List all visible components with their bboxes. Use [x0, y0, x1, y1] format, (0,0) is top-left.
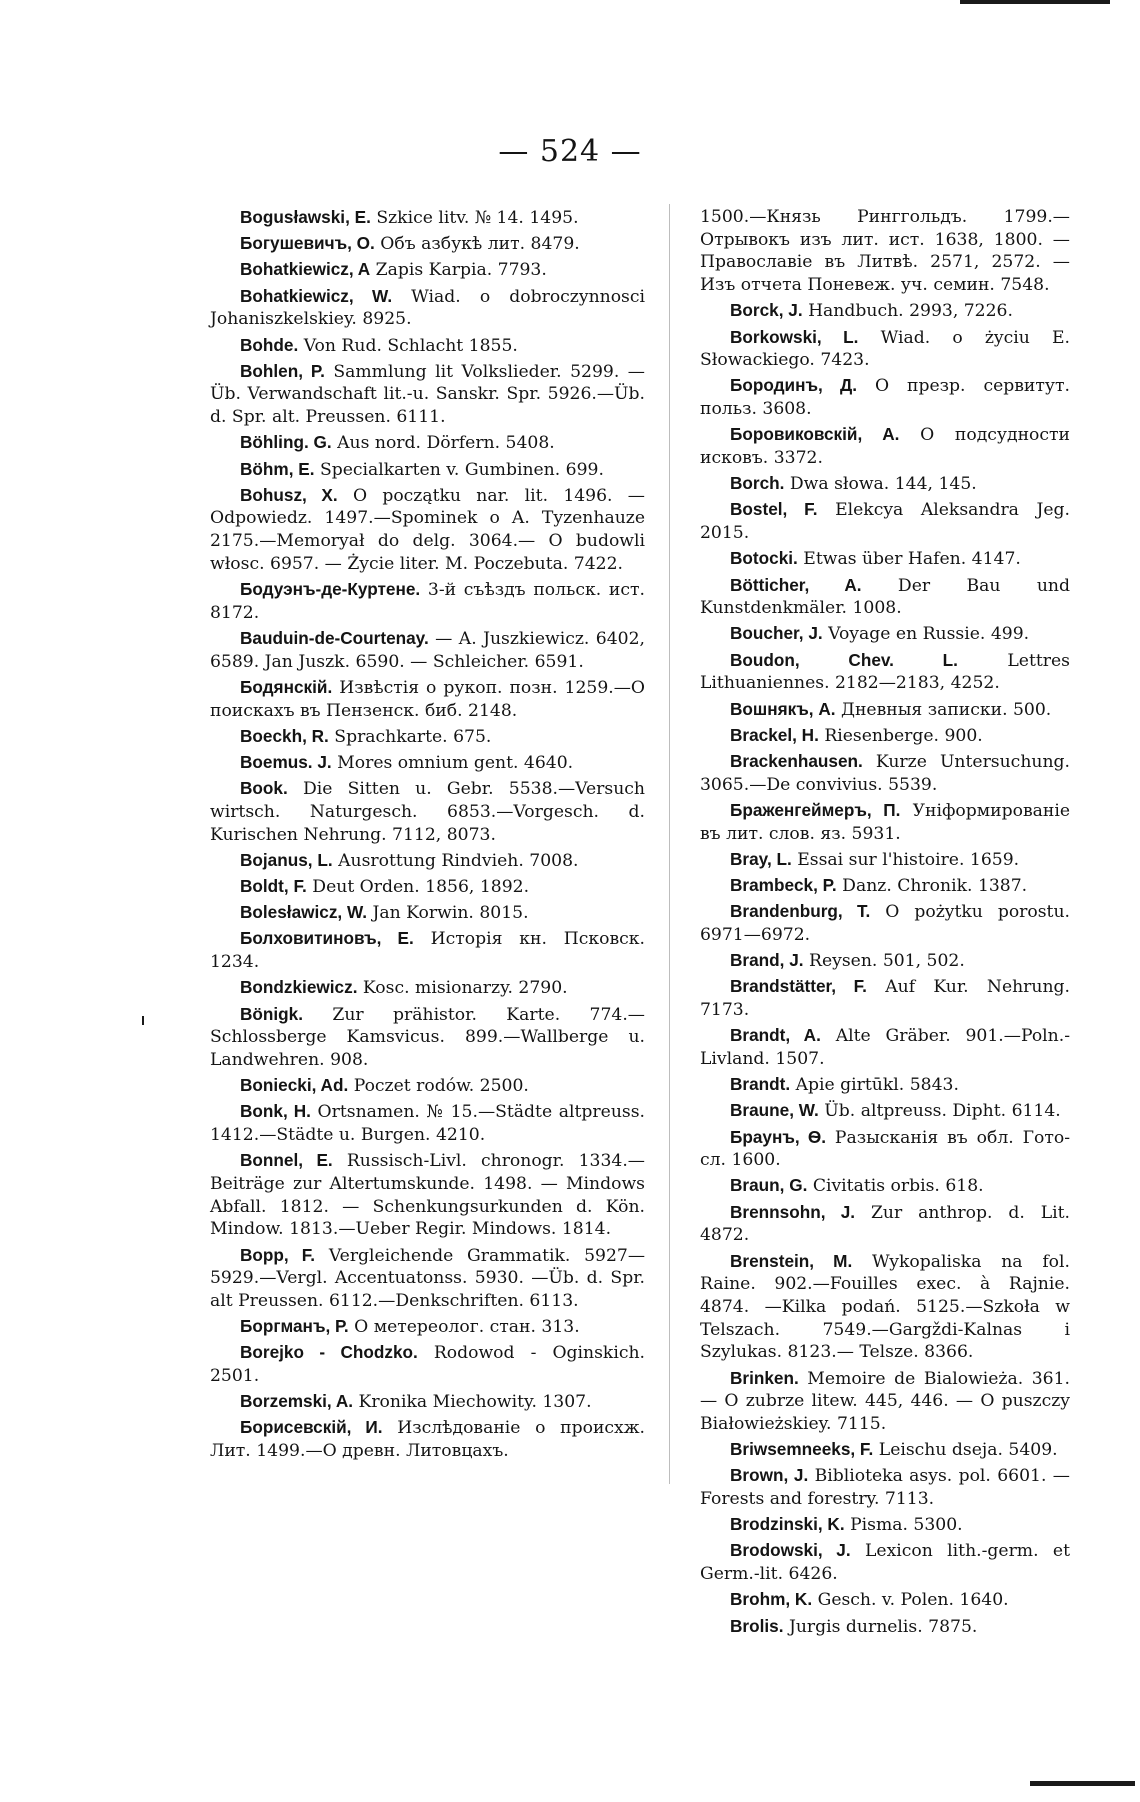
- index-entry: [210, 927, 645, 973]
- index-entry: [210, 232, 645, 256]
- entry-author: Boudon, Chev. L.: [730, 649, 958, 670]
- entry-works: Szkice litv. № 14. 1495.: [370, 208, 579, 228]
- entry-works: Разысканія въ обл. Гото-сл. 1600.: [700, 1127, 1071, 1171]
- page-number: — 524 —: [498, 134, 642, 169]
- entry-works: Voyage en Russie. 499.: [822, 624, 1030, 645]
- entry-works: Wykopaliska na fol. Raine. 902.—Fouilles exec. à Rajnie. 4874. —Kilka podań. 5125.—Szkoła w Telszach. 7549.—Gargždi-Kalnas i Szylukas. 8123.— Telsze. 8366.: [700, 1251, 1070, 1363]
- index-entry: [700, 299, 1070, 323]
- column-divider: [669, 204, 670, 1484]
- index-entry: [700, 326, 1070, 372]
- entry-works: Mores omnium gent. 4640.: [331, 752, 574, 773]
- entry-author: Brodowski, J.: [730, 1540, 851, 1561]
- entry-works: Üb. altpreuss. Dipht. 6114.: [818, 1101, 1061, 1122]
- index-entry: [700, 1367, 1070, 1436]
- entry-author: Brandt, A.: [730, 1025, 821, 1046]
- entry-works: Исторія кн. Псковск. 1234.: [210, 929, 645, 973]
- entry-works: Leischu dseja. 5409.: [873, 1440, 1058, 1461]
- entry-works: Deut Orden. 1856, 1892.: [306, 876, 530, 897]
- entry-author: Braune, W.: [730, 1100, 819, 1121]
- index-entry: [700, 1073, 1070, 1097]
- entry-works: — A. Juszkiewicz. 6402, 6589. Jan Juszk. 6590. — Schleicher. 6591.: [210, 628, 645, 672]
- index-entry: [210, 1341, 645, 1387]
- entry-author: Bönigk.: [240, 1003, 304, 1024]
- entry-author: Brandt.: [730, 1074, 791, 1095]
- entry-author: Brand, J.: [730, 950, 804, 971]
- entry-works: Etwas über Hafen. 4147.: [797, 549, 1021, 570]
- entry-works: Объ азбукѣ лит. 8479.: [374, 234, 580, 255]
- index-entry: [210, 285, 645, 331]
- entry-works: Vergleichende Grammatik. 5927—5929.—Vergl. Accentuatonss. 5930. —Üb. d. Spr. alt Preussen. 6112.—Denkschriften. 6113.: [210, 1245, 646, 1311]
- entry-works: Ausrottung Rindvieh. 7008.: [332, 850, 579, 871]
- index-entry: [210, 627, 645, 673]
- entry-works: Zapis Karpia. 7793.: [370, 260, 547, 281]
- index-entry: [700, 874, 1070, 898]
- entry-author: Bray, L.: [730, 848, 792, 869]
- entry-author: Bohatkiewicz, A: [240, 259, 371, 280]
- entry-author: Бодуэнъ-де-Куртене.: [240, 579, 421, 600]
- entry-works: Handbuch. 2993, 7226.: [802, 301, 1013, 322]
- entry-author: Brodzinski, K.: [730, 1514, 845, 1535]
- index-entry: [700, 423, 1070, 469]
- index-entry: [210, 1074, 645, 1098]
- index-entry: [700, 1464, 1070, 1510]
- index-entry: [700, 1024, 1070, 1070]
- scan-mark-margin: [142, 1016, 144, 1025]
- entry-author: Brennsohn, J.: [730, 1201, 856, 1222]
- entry-works: Rodowod - Oginskich. 2501.: [210, 1343, 645, 1387]
- entry-works: Russisch-Livl. chronogr. 1334.—Beiträge zur Altertumskunde. 1498. — Mindows Abfall. 1812. — Schenkungsurkunden d. Kön. Mindow. 1813.—Ueber Regir. Mindows. 1814.: [210, 1151, 645, 1240]
- index-entry: [210, 901, 645, 925]
- index-entry: [700, 1201, 1070, 1247]
- index-entry: [700, 649, 1070, 695]
- entry-author: Bondzkiewicz.: [240, 977, 358, 998]
- index-entry: [700, 472, 1070, 496]
- entry-works: Уніформированіе въ лит. слов. яз. 5931.: [700, 800, 1070, 844]
- index-entry: [700, 750, 1070, 796]
- index-entry: [700, 1588, 1070, 1612]
- entry-works: О метереолог. стан. 313.: [348, 1317, 580, 1338]
- index-entry: [700, 1513, 1070, 1537]
- entry-author: Brown, J.: [730, 1465, 809, 1486]
- entry-author: Borkowski, L.: [730, 326, 859, 347]
- entry-author: Brenstein, M.: [730, 1250, 853, 1271]
- entry-author: Bogusławski, E.: [240, 207, 371, 227]
- entry-works: Zur anthrop. d. Lit. 4872.: [700, 1202, 1070, 1246]
- entry-author: Bohatkiewicz, W.: [240, 285, 393, 306]
- entry-works: Riesenberge. 900.: [818, 725, 983, 746]
- entry-author: Brandenburg, T.: [730, 901, 871, 922]
- entry-works: Извѣстія о рукоп. позн. 1259.—О поискахъ въ Пензенск. биб. 2148.: [210, 677, 645, 721]
- entry-author: Brandstätter, F.: [730, 976, 867, 997]
- entry-author: Браженгеймеръ, П.: [730, 799, 901, 820]
- entry-author: Boldt, F.: [240, 875, 307, 896]
- index-entry: [210, 725, 645, 749]
- index-entry: [700, 1099, 1070, 1123]
- entry-author: Boniecki, Ad.: [240, 1075, 349, 1096]
- entry-works: Civitatis orbis. 618.: [807, 1176, 984, 1197]
- entry-author: Bötticher, A.: [730, 574, 862, 595]
- index-entry: [700, 1615, 1070, 1639]
- entry-works: Jan Korwin. 8015.: [367, 903, 529, 924]
- entry-works: Essai sur l'histoire. 1659.: [791, 849, 1020, 870]
- index-entry: [700, 1174, 1070, 1198]
- entry-works: Sammlung lit Volkslieder. 5299. — Üb. Verwandschaft lit.-u. Sanskr. Spr. 5926.—Üb. d. Spr. alt. Preussen. 6111.: [210, 361, 645, 428]
- index-entry: [700, 206, 1070, 297]
- entry-author: Вошнякъ, А.: [730, 698, 836, 719]
- index-entry: [700, 574, 1070, 620]
- entry-works: Alte Gräber. 901.—Poln.-Livland. 1507.: [700, 1026, 1071, 1069]
- entry-author: Bauduin-de-Courtenay.: [240, 627, 429, 648]
- entry-works: Lexicon lith.-germ. et Germ.-lit. 6426.: [700, 1541, 1070, 1585]
- entry-works: Lettres Lithuaniennes. 2182—2183, 4252.: [700, 650, 1070, 694]
- entry-works: Ortsnamen. № 15.—Städte altpreuss. 1412.—Städte u. Burgen. 4210.: [210, 1102, 645, 1146]
- entry-author: Bohusz, X.: [240, 484, 338, 505]
- entry-works: Elekcya Aleksandra Jeg. 2015.: [700, 500, 1070, 544]
- scan-mark-top: [960, 0, 1110, 4]
- entry-works: Wiad. o życiu E. Słowackiego. 7423.: [700, 327, 1070, 371]
- entry-works: Изслѣдованіе о происхж. Лит. 1499.—О древн. Литовцахъ.: [210, 1418, 646, 1462]
- entry-works: Aus nord. Dörfern. 5408.: [331, 433, 555, 454]
- entry-works: Apie girtūkl. 5843.: [790, 1075, 959, 1096]
- entry-author: Bohlen, P.: [240, 360, 325, 381]
- entry-author: Bonnel, E.: [240, 1150, 333, 1171]
- entry-works: Danz. Chronik. 1387.: [836, 875, 1028, 896]
- entry-author: Borck, J.: [730, 300, 803, 321]
- index-entry: [210, 976, 645, 1000]
- entry-author: Brackel, H.: [730, 724, 819, 745]
- index-entry: [700, 1539, 1070, 1585]
- entry-author: Боровиковскій, А.: [730, 424, 900, 445]
- entry-works: Gesch. v. Polen. 1640.: [812, 1590, 1009, 1611]
- entry-works: Memoire de Bialowieża. 361. — O zubrze litew. 445, 446. — O puszczy Białowieżskiey. 7115.: [700, 1368, 1070, 1434]
- entry-author: Бородинъ, Д.: [730, 375, 858, 396]
- entry-works: Pisma. 5300.: [844, 1515, 963, 1536]
- index-entry: [700, 622, 1070, 646]
- entry-author: Borzemski, A.: [240, 1391, 354, 1412]
- scan-mark-bottom: [1030, 1781, 1135, 1786]
- entry-author: Brolis.: [730, 1615, 784, 1636]
- entry-works: Zur prähistor. Karte. 774.— Schlossberge Kamsvicus. 899.—Wallberge u. Landwehren. 908.: [210, 1004, 645, 1070]
- index-entry: [210, 777, 645, 846]
- entry-works: Sprachkarte. 675.: [328, 726, 492, 747]
- entry-author: Богушевичъ, О.: [240, 233, 375, 254]
- entry-works: Dwa słowa. 144, 145.: [784, 474, 977, 495]
- index-entry: [700, 698, 1070, 722]
- index-entry: [700, 1438, 1070, 1462]
- entry-author: Борисевскій, И.: [240, 1417, 383, 1438]
- index-entry: [210, 849, 645, 873]
- entry-works: 3-й съѣздъ польск. ист. 8172.: [210, 580, 645, 623]
- index-entry: [210, 1315, 645, 1339]
- index-entry: [700, 799, 1070, 845]
- index-entry: [210, 484, 645, 576]
- entry-works: Specialkarten v. Gumbinen. 699.: [314, 459, 604, 480]
- entry-works: O początku nar. lit. 1496. — Odpowiedz. 1497.—Spominek o A. Tyzenhauze 2175.—Memoryał do delg. 3064.— O budowli włosc. 6957. — Życie liter. M. Poczebuta. 7422.: [210, 485, 645, 574]
- index-entry: [210, 1003, 645, 1072]
- index-entry: [210, 578, 645, 624]
- entry-author: Borejko - Chodzko.: [240, 1342, 418, 1363]
- entry-author: Bopp, F.: [240, 1244, 316, 1265]
- entry-author: Боргманъ, Р.: [240, 1316, 349, 1337]
- index-entry: [700, 1126, 1070, 1172]
- entry-author: Bolesławicz, W.: [240, 902, 368, 923]
- entry-works: Jurgis durnelis. 7875.: [783, 1616, 978, 1637]
- entry-works: Der Bau und Kunstdenkmäler. 1008.: [700, 575, 1070, 619]
- entry-works: О подсудности исковъ. 3372.: [700, 425, 1070, 469]
- entry-author: Briwsemneeks, F.: [730, 1439, 874, 1460]
- entry-author: Brackenhausen.: [730, 750, 863, 771]
- index-entry: [210, 431, 645, 455]
- index-entry: [700, 975, 1070, 1021]
- entry-author: Brohm, K.: [730, 1589, 813, 1610]
- entry-works: Poczet rodów. 2500.: [348, 1076, 529, 1097]
- index-entry: [210, 676, 645, 722]
- index-entry: [700, 724, 1070, 748]
- entry-works: Biblioteka asys. pol. 6601. —Forests and forestry. 7113.: [700, 1466, 1070, 1510]
- entry-author: Bostel, F.: [730, 499, 818, 520]
- entry-author: Bonk, H.: [240, 1101, 311, 1122]
- entry-author: Brinken.: [730, 1367, 799, 1388]
- entry-works: O pożytku porostu. 6971—6972.: [700, 902, 1070, 945]
- entry-author: Браунъ, Ѳ.: [730, 1126, 827, 1147]
- entry-author: Böhling. G.: [240, 432, 332, 453]
- index-entry: [700, 498, 1070, 544]
- entry-author: Бодянскій.: [240, 676, 333, 697]
- entry-author: Botocki.: [730, 548, 798, 569]
- index-entry: [700, 547, 1070, 571]
- index-entry: [210, 1416, 645, 1462]
- index-entry: [210, 458, 645, 482]
- entry-author: Bohde.: [240, 334, 299, 355]
- entry-author: Болховитиновъ, Е.: [240, 928, 414, 949]
- right-column: [700, 206, 1070, 1641]
- entry-author: Braun, G.: [730, 1175, 808, 1196]
- index-entry: [700, 949, 1070, 973]
- left-column: [210, 206, 645, 1465]
- entry-author: Boucher, J.: [730, 623, 823, 644]
- index-entry: [210, 1390, 645, 1414]
- entry-works: О презр. сервитут. польз. 3608.: [700, 376, 1070, 420]
- entry-author: Brambeck, P.: [730, 874, 837, 895]
- index-entry: [210, 360, 645, 429]
- index-entry: [210, 875, 645, 899]
- index-entry: [700, 900, 1070, 946]
- index-entry: [210, 1244, 645, 1313]
- entry-works: Die Sitten u. Gebr. 5538.—Versuch wirtsch. Naturgesch. 6853.—Vorgesch. d. Kurischen Nehrung. 7112, 8073.: [210, 779, 645, 845]
- index-entry: [210, 1100, 645, 1146]
- entry-author: Borch.: [730, 473, 785, 494]
- entry-author: Böhm, E.: [240, 458, 315, 479]
- index-entry: [210, 334, 645, 358]
- entry-works: Kurze Untersuchung. 3065.—De convivius. 5539.: [700, 751, 1070, 795]
- index-entry: [210, 1149, 645, 1241]
- entry-works: Дневныя записки. 500.: [835, 699, 1052, 720]
- entry-works: Von Rud. Schlacht 1855.: [298, 335, 518, 356]
- entry-author: Bojanus, L.: [240, 849, 333, 870]
- index-entry: [210, 751, 645, 775]
- entry-works: 1500.—Князь Ринггольдъ. 1799.—Отрывокъ изъ лит. ист. 1638, 1800. — Православіе въ Литвѣ. 2571, 2572. — Изъ отчета Поневеж. уч. семин. 7548.: [700, 207, 1070, 296]
- entry-works: Auf Kur. Nehrung. 7173.: [700, 977, 1071, 1020]
- entry-author: Boeckh, R.: [240, 725, 329, 746]
- index-entry: [700, 374, 1070, 420]
- index-entry: [210, 258, 645, 282]
- entry-works: Kronika Miechowity. 1307.: [353, 1392, 592, 1413]
- index-entry: [700, 1250, 1070, 1365]
- index-entry: [700, 848, 1070, 872]
- entry-author: Book.: [240, 778, 288, 799]
- entry-works: Wiad. o dobroczynnosci Johaniszkelskiey. 8925.: [210, 286, 645, 330]
- entry-works: Kosc. misionarzy. 2790.: [357, 978, 568, 999]
- entry-works: Reysen. 501, 502.: [803, 951, 965, 972]
- entry-author: Boemus. J.: [240, 751, 332, 772]
- index-entry: [210, 206, 645, 230]
